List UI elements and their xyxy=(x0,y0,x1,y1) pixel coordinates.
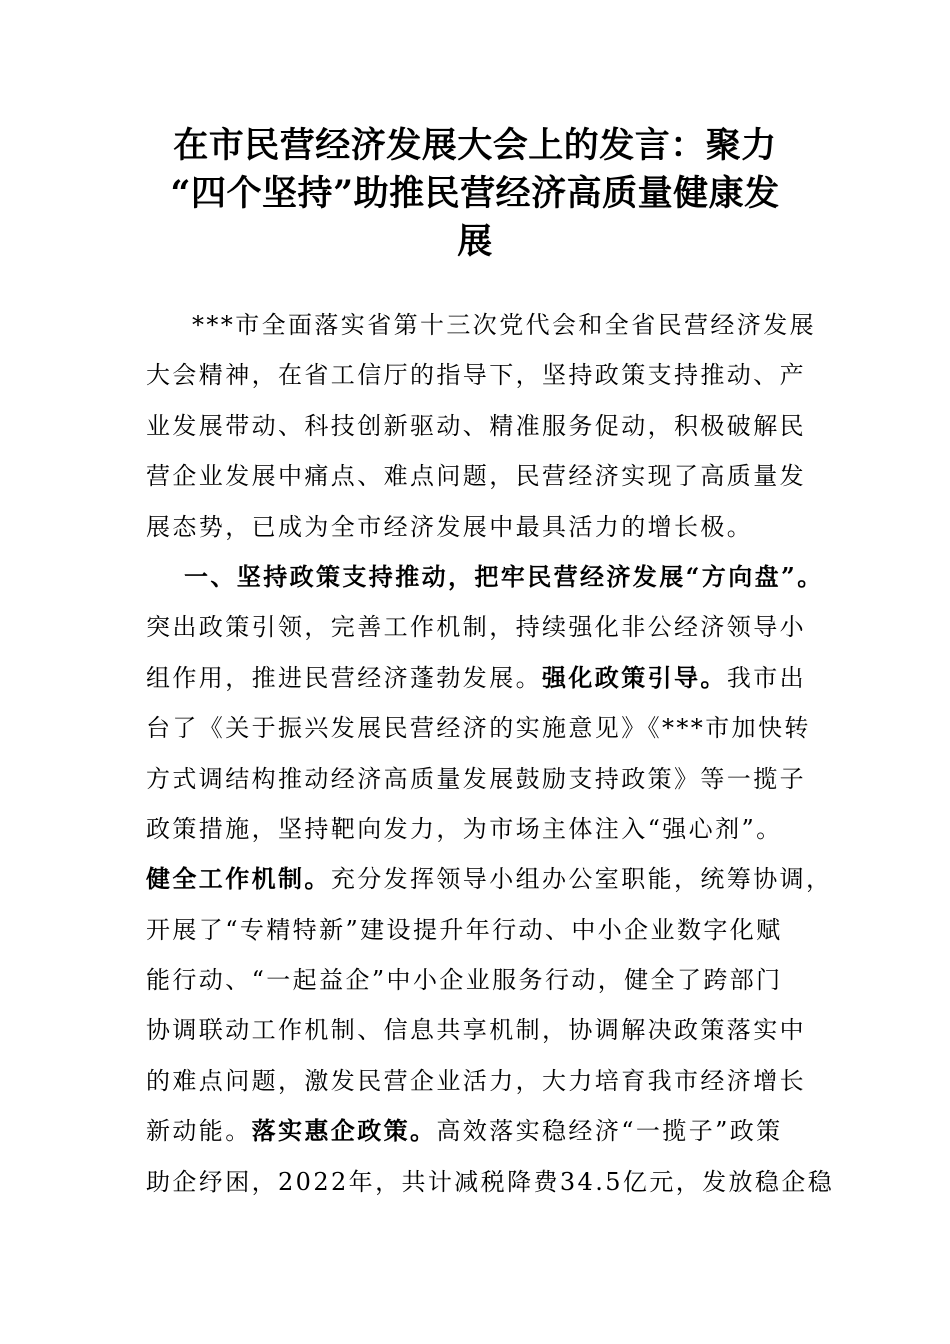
section-text: 组作用，推进民营经济蓬勃发展。 xyxy=(146,663,542,692)
section-line: 方式调结构推动经济高质量发展鼓励支持政策》等一揽子 xyxy=(146,764,806,793)
subheading-enterprise-policy: 落实惠企政策。 xyxy=(251,1116,437,1146)
section-line: 能行动、“一起益企”中小企业服务行动，健全了跨部门 xyxy=(146,966,783,995)
title-line: “四个坚持”助推民营经济高质量健康发 xyxy=(170,173,780,214)
paragraph-line: 营企业发展中痛点、难点问题，民营经济实现了高质量发 xyxy=(146,462,806,491)
section-line: 协调联动工作机制、信息共享机制，协调解决政策落实中 xyxy=(146,1016,806,1045)
document-title xyxy=(150,122,800,266)
section-line: 开展了“专精特新”建设提升年行动、中小企业数字化赋 xyxy=(146,915,783,944)
paragraph-line: 业发展带动、科技创新驱动、精准服务促动，积极破解民 xyxy=(146,411,806,440)
section-text: 充分发挥领导小组办公室职能，统筹协调， xyxy=(330,865,833,894)
section-line: 突出政策引领，完善工作机制，持续强化非公经济领导小 xyxy=(146,613,806,642)
section-line: 的难点问题，激发民营企业活力，大力培育我市经济增长 xyxy=(146,1066,806,1095)
section-line xyxy=(146,854,833,904)
title-line: 在市民营经济发展大会上的发言：聚力 xyxy=(173,125,777,166)
document-body xyxy=(146,300,835,1207)
section-line: 政策措施，坚持靶向发力，为市场主体注入“强心剂”。 xyxy=(146,814,783,843)
section-text: 我市出 xyxy=(726,663,807,692)
section-line xyxy=(146,1106,806,1156)
section-line: 助企纾困，2022年，共计减税降费34.5亿元，发放稳企稳 xyxy=(146,1167,835,1196)
subheading-policy-guidance: 强化政策引导。 xyxy=(542,662,727,692)
section-heading: 一、坚持政策支持推动，把牢民营经济发展“方向盘”。 xyxy=(184,561,824,591)
paragraph-line: 大会精神，在省工信厅的指导下，坚持政策支持推动、产 xyxy=(146,361,806,390)
section-text: 高效落实稳经济“一揽子”政策 xyxy=(436,1117,783,1146)
paragraph-line: ***市全面落实省第十三次党代会和全省民营经济发展 xyxy=(192,311,816,339)
section-line xyxy=(146,653,806,703)
section-line: 台了《关于振兴发展民营经济的实施意见》《***市加快转 xyxy=(146,714,811,743)
paragraph-line: 展态势，已成为全市经济发展中最具活力的增长极。 xyxy=(146,512,754,541)
subheading-work-mechanism: 健全工作机制。 xyxy=(146,864,331,894)
section-text: 新动能。 xyxy=(146,1117,252,1146)
section-line xyxy=(146,552,824,602)
title-line: 展 xyxy=(457,221,493,262)
